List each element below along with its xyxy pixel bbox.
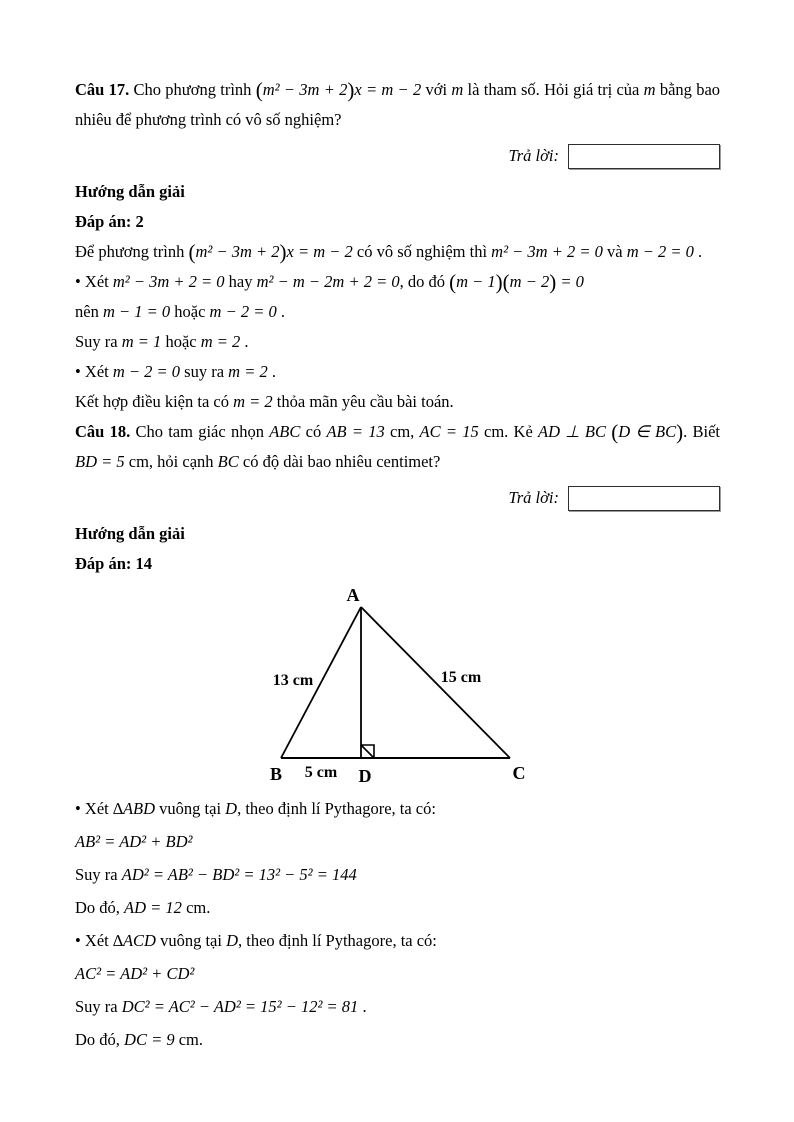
q17-solution-line — [75, 267, 720, 297]
text-run: . Biết — [683, 422, 720, 441]
q18-solution-line — [75, 926, 720, 956]
text-run: hoặc — [161, 332, 201, 351]
text-run: , theo định lí Pythagore, ta có: — [238, 931, 437, 950]
text-run: m = 2 — [233, 392, 273, 411]
text-run: D ∈ BC — [618, 422, 677, 441]
text-run: suy ra — [180, 362, 229, 381]
segment-bd-length-label: 5 cm — [304, 764, 337, 781]
vertex-a-label: A — [346, 585, 359, 605]
text-run: m = 2 — [200, 332, 241, 351]
text-run: ( — [611, 420, 619, 444]
text-run: Cho tam giác nhọn — [130, 422, 270, 441]
right-angle-mark — [361, 745, 374, 758]
text-run: m² − 3m + 2 = 0 — [491, 242, 603, 261]
q18-solution-line — [75, 794, 720, 824]
text-run: vuông tại — [155, 931, 227, 950]
triangle-diagram — [258, 585, 538, 790]
text-run: Câu 17. — [75, 80, 130, 99]
q17-solution-line — [75, 327, 720, 357]
q18-answer-label: Trả lời: — [508, 488, 559, 507]
text-run: Kết hợp điều kiện ta có — [75, 392, 234, 411]
text-run: m — [643, 80, 656, 99]
q18-answer-line — [75, 485, 720, 511]
text-run: ∆ACD — [112, 931, 156, 950]
text-run: cm. — [181, 898, 211, 917]
q18-answer-heading: Đáp án: 14 — [75, 554, 153, 573]
text-run: bằng bao nhiêu để phương trình có vô số nghiệm? — [75, 80, 721, 129]
text-run: m − 2 = 0 — [209, 302, 277, 321]
q18-solution-line — [75, 992, 720, 1022]
text-run: cm. Kẻ — [478, 422, 539, 441]
text-run: BD = 5 — [75, 452, 125, 471]
text-run: Suy ra — [75, 997, 122, 1016]
text-run: ∆ABD — [112, 799, 156, 818]
text-run: DC² = AC² − AD² = 15² − 12² = 81 — [121, 997, 359, 1016]
text-run: và — [602, 242, 627, 261]
text-run: m = 2 — [228, 362, 268, 381]
text-run: ( — [188, 240, 196, 264]
text-run: • Xét — [75, 931, 113, 950]
text-run: Để phương trình — [75, 242, 189, 261]
text-run: vuông tại — [155, 799, 226, 818]
side-ac-length-label: 15 cm — [440, 669, 481, 686]
text-run: hay — [224, 272, 257, 291]
q18-solution-line — [75, 860, 720, 890]
text-run: AD ⊥ BC — [538, 422, 606, 441]
text-run: ) — [676, 420, 684, 444]
text-run: D — [225, 799, 238, 818]
text-run: m — [451, 80, 464, 99]
question-17-text — [75, 75, 720, 135]
q18-answer-input-box[interactable] — [568, 486, 720, 511]
text-run: có — [300, 422, 327, 441]
text-run: x = m − 2 — [286, 242, 353, 261]
q17-solution-line — [75, 297, 720, 327]
q17-answer-input-box[interactable] — [568, 144, 720, 169]
side-ab-length-label: 13 cm — [272, 672, 313, 689]
text-run: Suy ra — [75, 865, 122, 884]
q17-answer-label: Trả lời: — [508, 146, 559, 165]
q17-solution-line — [75, 357, 720, 387]
text-run: AB² = AD² + BD² — [75, 832, 193, 851]
text-run: nên — [75, 302, 103, 321]
text-run: • Xét — [75, 799, 113, 818]
text-run: ( — [255, 78, 263, 102]
q17-solution-line — [75, 387, 720, 417]
text-run: là tham số. Hỏi giá trị của — [463, 80, 644, 99]
text-run: = 0 — [556, 272, 584, 291]
text-run: m² − m − 2m + 2 = 0 — [256, 272, 400, 291]
text-run: ABC — [269, 422, 301, 441]
text-run: Suy ra — [75, 332, 122, 351]
text-run: m − 1 = 0 — [102, 302, 171, 321]
vertex-d-label: D — [358, 766, 371, 786]
text-run: x = m − 2 — [354, 80, 422, 99]
text-run: . — [358, 997, 367, 1016]
text-run: thỏa mãn yêu cầu bài toán. — [272, 392, 454, 411]
text-run: m − 2 = 0 — [112, 362, 181, 381]
q17-guide-heading: Hướng dẫn giải — [75, 182, 185, 201]
text-run: • Xét — [75, 272, 113, 291]
text-run: ) — [279, 240, 287, 264]
q17-answer-line — [75, 143, 720, 169]
text-run: m = 1 — [121, 332, 162, 351]
text-run: ) — [347, 78, 355, 102]
text-run: • Xét — [75, 362, 113, 381]
text-run: AC = 15 — [419, 422, 479, 441]
text-run: m² − 3m + 2 — [262, 80, 348, 99]
text-run: m − 2 — [509, 272, 550, 291]
text-run: . — [276, 302, 285, 321]
text-run: Do đó, — [75, 898, 125, 917]
q17-answer-heading: Đáp án: 2 — [75, 212, 144, 231]
text-run: D — [226, 931, 239, 950]
text-run: cm, hỏi cạnh — [124, 452, 218, 471]
text-run: . — [267, 362, 276, 381]
text-run: với — [421, 80, 452, 99]
text-run: m² − 3m + 2 — [195, 242, 280, 261]
text-run: DC = 9 — [124, 1030, 175, 1049]
text-run: m − 2 = 0 — [626, 242, 694, 261]
text-run: Do đó, — [75, 1030, 125, 1049]
text-run: . — [240, 332, 249, 351]
text-run: có độ dài bao nhiêu centimet? — [238, 452, 441, 471]
vertex-b-label: B — [269, 764, 282, 784]
q18-solution-line — [75, 893, 720, 923]
text-run: ) — [549, 270, 557, 294]
q18-solution-line — [75, 959, 720, 989]
text-run: cm. — [174, 1030, 204, 1049]
text-run: m − 1 — [456, 272, 496, 291]
text-run: AB = 13 — [326, 422, 385, 441]
text-run: . — [693, 242, 703, 261]
text-run: Cho phương trình — [129, 80, 256, 99]
text-run: AD = 12 — [124, 898, 182, 917]
text-run: Câu 18. — [75, 422, 131, 441]
text-run: cm, — [384, 422, 420, 441]
text-run: , do đó — [399, 272, 450, 291]
q18-guide-heading: Hướng dẫn giải — [75, 524, 185, 543]
text-run: )( — [495, 270, 510, 294]
vertex-c-label: C — [512, 763, 525, 783]
text-run: AD² = AB² − BD² = 13² − 5² = 144 — [121, 865, 357, 884]
side-ac-line — [361, 607, 510, 758]
text-run: , theo định lí Pythagore, ta có: — [237, 799, 436, 818]
text-run: AC² = AD² + CD² — [75, 964, 195, 983]
text-run: m² − 3m + 2 = 0 — [112, 272, 225, 291]
q18-solution-line — [75, 1025, 720, 1055]
text-run: hoặc — [170, 302, 210, 321]
q18-solution-line — [75, 827, 720, 857]
text-run: có vô số nghiệm thì — [352, 242, 492, 261]
text-run: BC — [217, 452, 239, 471]
question-18-text — [75, 417, 720, 477]
q17-solution-line — [75, 237, 720, 267]
text-run: ( — [449, 270, 457, 294]
